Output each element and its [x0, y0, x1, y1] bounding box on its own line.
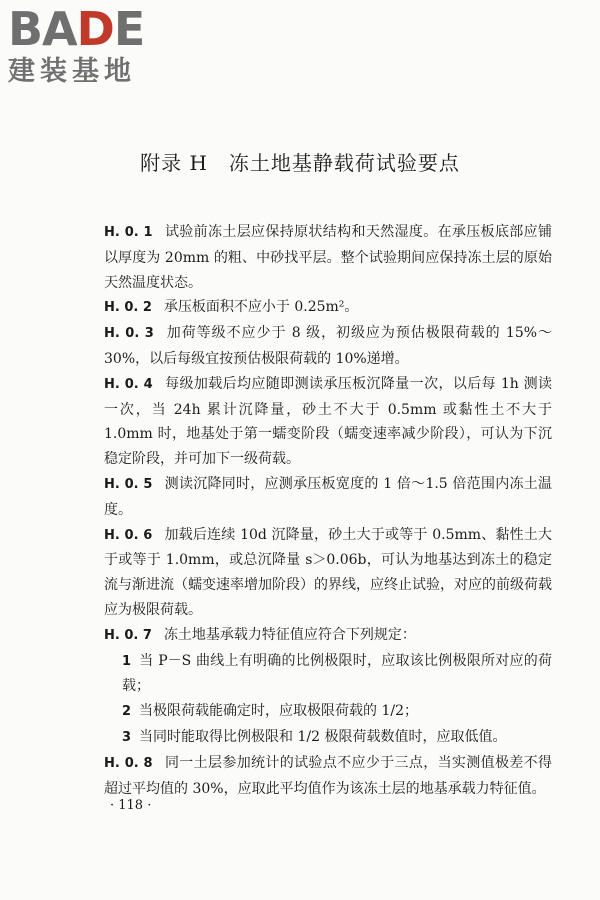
page-number: · 118 · [110, 798, 152, 813]
logo-subtitle: 建装基地 [8, 56, 136, 87]
clause-number: H. 0. 3 [104, 326, 154, 342]
clause-text: 加荷等级不应少于 8 级，初级应为预估极限荷载的 15%～30%，以后每级宜按预估极限荷载的 10%递增。 [104, 325, 552, 367]
item-number: 1 [122, 653, 132, 669]
clause-number: H. 0. 6 [104, 527, 153, 543]
item-text: 当 P－S 曲线上有明确的比例极限时，应取该比例极限所对应的荷载； [122, 652, 552, 695]
logo [8, 4, 144, 88]
document-body [104, 220, 552, 801]
clause-h08 [104, 751, 552, 802]
clause-h04 [104, 372, 552, 472]
item-number: 3 [122, 729, 132, 745]
item-text: 当同时能取得比例极限和 1/2 极限荷载数值时，应取低值。 [139, 728, 507, 745]
list-item [104, 649, 552, 700]
clause-number: H. 0. 7 [104, 627, 152, 643]
clause-number: H. 0. 8 [104, 755, 153, 771]
clause-h07 [104, 623, 552, 649]
page-title: 附录 H 冻土地基静载荷试验要点 [140, 151, 460, 175]
logo-text-accent: D [76, 2, 114, 56]
clause-number: H. 0. 5 [104, 476, 153, 492]
item-text: 当极限荷载能确定时，应取极限荷载的 1/2； [139, 703, 419, 720]
clause-text: 测读沉降同时，应测承压板宽度的 1 倍～1.5 倍范围内冻土温度。 [104, 475, 552, 518]
clause-text: 试验前冻土层应保持原状结构和天然湿度。在承压板底部应铺以厚度为 20mm 的粗、中砂找平层。整个试验期间应保持冻土层的原始天然温度状态。 [104, 224, 553, 291]
logo-wordmark [8, 4, 144, 54]
clause-number: H. 0. 4 [104, 376, 153, 392]
clause-h06 [104, 523, 552, 623]
list-item [104, 699, 552, 725]
clause-text: 加载后连续 10d 沉降量，砂土大于或等于 0.5mm、黏性土大于或等于 1.0mm，或总沉降量 s＞0.06b，可认为地基达到冻土的稳定流与渐进流（蠕变速率增加阶段）的界线，应终止试验，对应的前级荷载应为极限荷载。 [104, 526, 552, 618]
clause-text: 每级加载后均应随即测读承压板沉降量一次，以后每 1h 测读一次，当 24h 累计沉降量，砂土不大于 0.5mm 或黏性土不大于 1.0mm 时，地基处于第一蠕变阶段（蠕变速率减少阶段），可认为下沉稳定阶段，并可加下一级荷载。 [104, 375, 552, 468]
list-item [104, 725, 552, 751]
logo-text-1: BA [8, 2, 77, 56]
clause-h02 [104, 295, 552, 321]
item-number: 2 [122, 704, 132, 720]
clause-h03 [104, 321, 552, 372]
clause-h05 [104, 472, 552, 523]
logo-text-2: E [113, 2, 145, 56]
clause-h01 [104, 220, 552, 295]
clause-text: 承压板面积不应小于 0.25m²。 [163, 299, 359, 316]
clause-text: 冻土地基承载力特征值应符合下列规定： [163, 626, 416, 643]
clause-number: H. 0. 2 [104, 300, 152, 316]
clause-text: 同一土层参加统计的试验点不应少于三点，当实测值极差不得超过平均值的 30%，应取此平均值作为该冻土层的地基承载力特征值。 [104, 754, 553, 797]
clause-number: H. 0. 1 [104, 225, 153, 240]
